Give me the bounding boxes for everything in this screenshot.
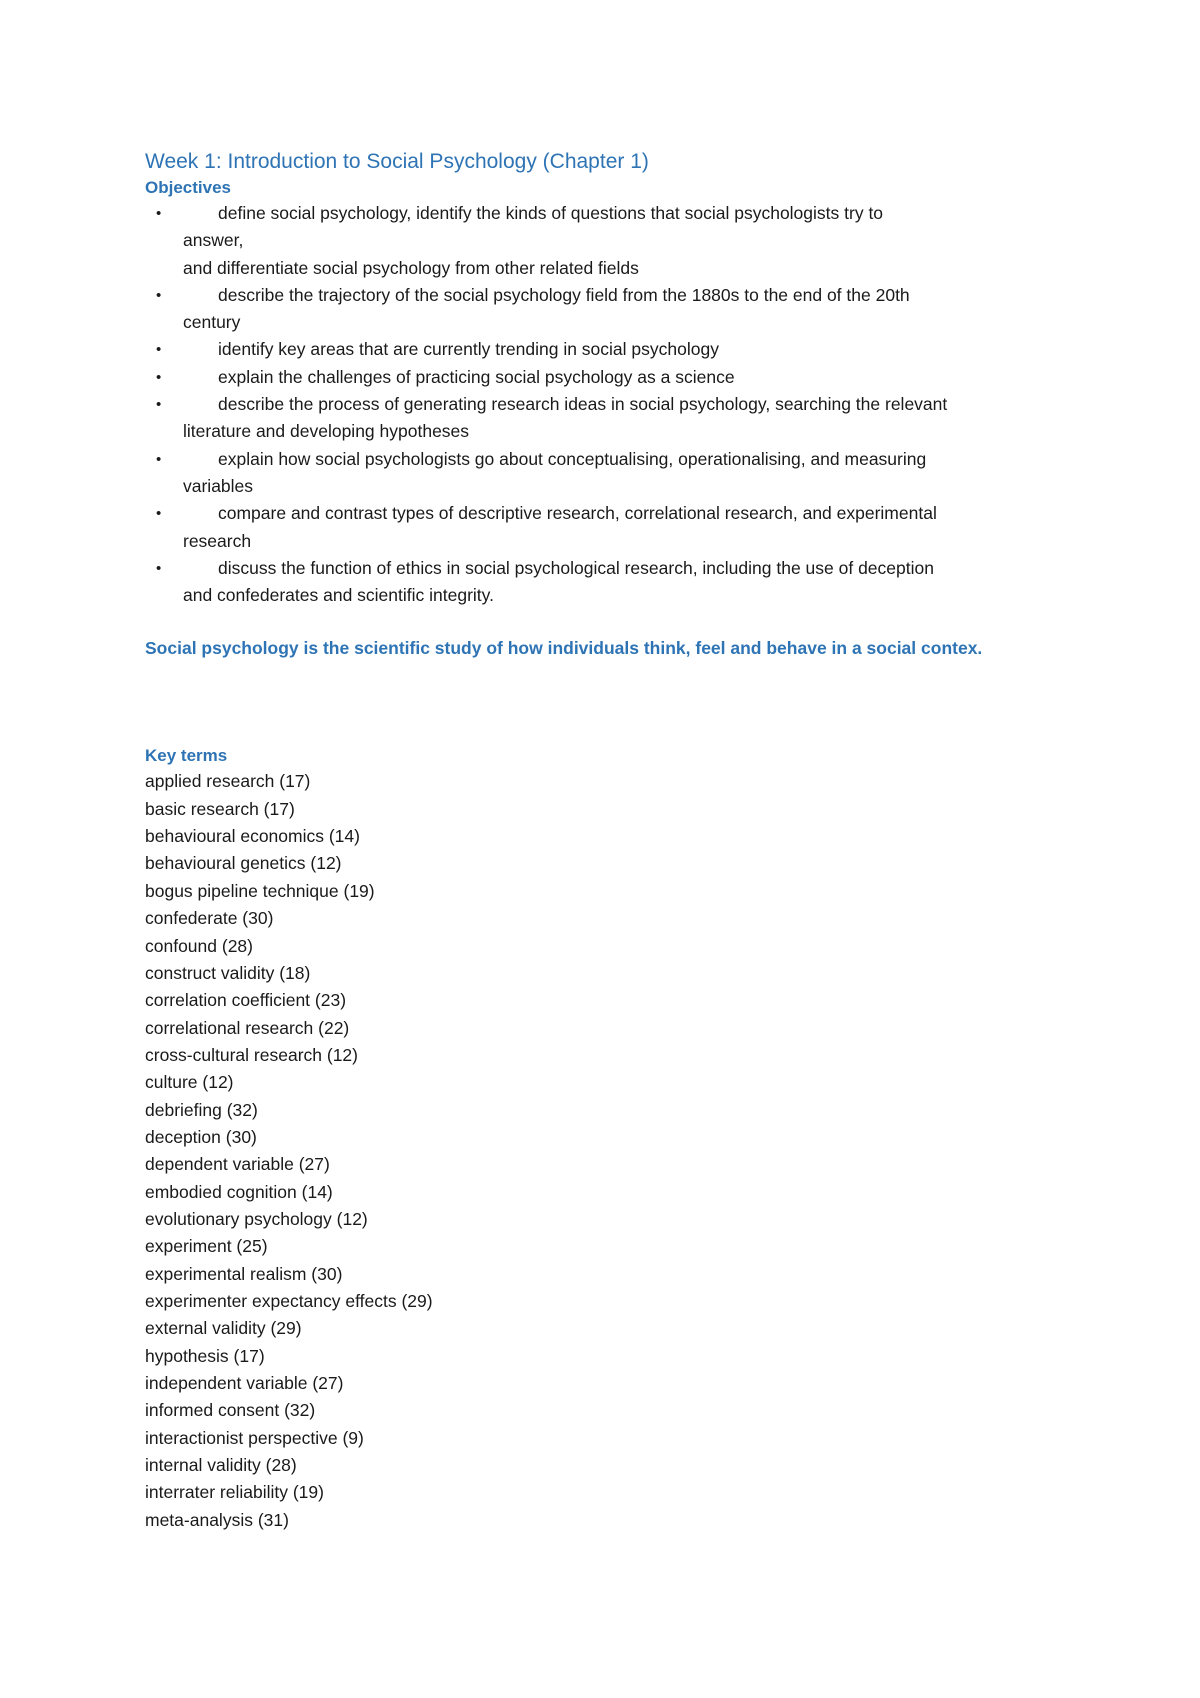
- key-term-item: meta-analysis (31): [145, 1509, 289, 1530]
- objective-item: [145, 500, 1075, 555]
- key-terms-heading: Key terms: [145, 746, 228, 766]
- objective-item: [145, 282, 1075, 337]
- key-term-item: informed consent (32): [145, 1400, 316, 1421]
- objective-item: [145, 364, 1075, 391]
- objective-item: [145, 336, 1075, 363]
- objective-text-line: define social psychology, identify the kinds of questions that social psychologists try to: [218, 203, 884, 223]
- key-term-item: interrater reliability (19): [145, 1482, 324, 1503]
- key-term-item: independent variable (27): [145, 1373, 344, 1394]
- key-term-item: evolutionary psychology (12): [145, 1208, 368, 1229]
- objective-text-line: explain the challenges of practicing social psychology as a science: [218, 366, 735, 387]
- key-term-item: culture (12): [145, 1072, 234, 1093]
- key-term-item: experiment (25): [145, 1236, 268, 1257]
- bullet-icon: •: [156, 341, 162, 359]
- objective-text-line: century: [183, 312, 241, 333]
- key-term-item: debriefing (32): [145, 1099, 258, 1120]
- bullet-icon: •: [156, 559, 162, 577]
- objective-text-line: describe the trajectory of the social psychology field from the 1880s to the end of the 20th: [218, 284, 910, 305]
- key-term-item: hypothesis (17): [145, 1345, 265, 1366]
- key-term-item: experimenter expectancy effects (29): [145, 1290, 433, 1311]
- objective-text-line: and differentiate social psychology from other related fields: [183, 257, 639, 278]
- key-term-item: cross-cultural research (12): [145, 1044, 358, 1065]
- key-term-item: embodied cognition (14): [145, 1181, 333, 1202]
- key-term-item: confederate (30): [145, 908, 274, 929]
- objective-text-line: answer,: [183, 230, 244, 251]
- key-term-item: interactionist perspective (9): [145, 1427, 364, 1448]
- objective-item: [145, 200, 1075, 282]
- key-term-item: internal validity (28): [145, 1455, 297, 1476]
- objective-text-line: identify key areas that are currently trending in social psychology: [218, 339, 719, 360]
- objective-text-line: explain how social psychologists go about conceptualising, operationalising, and measuring: [218, 448, 927, 469]
- objective-text-line: compare and contrast types of descriptive research, correlational research, and experimental: [218, 503, 937, 524]
- bullet-icon: •: [156, 450, 162, 468]
- key-term-item: deception (30): [145, 1126, 257, 1147]
- objective-text-line: and confederates and scientific integrity.: [183, 585, 494, 606]
- document-content: [145, 148, 1075, 1534]
- definition-statement: Social psychology is the scientific study of how individuals think, feel and behave in a social contex.: [145, 638, 983, 659]
- key-term-item: applied research (17): [145, 771, 311, 792]
- key-term-item: confound (28): [145, 935, 253, 956]
- bullet-icon: •: [156, 368, 162, 386]
- objective-text-line: discuss the function of ethics in social psychological research, including the use of deception: [218, 557, 934, 578]
- bullet-icon: •: [156, 396, 162, 414]
- objective-text-line: variables: [183, 475, 254, 496]
- objective-text-line: literature and developing hypotheses: [183, 421, 470, 442]
- key-term-item: bogus pipeline technique (19): [145, 880, 375, 901]
- key-terms-list: [145, 768, 1075, 1534]
- key-term-item: basic research (17): [145, 798, 295, 819]
- objective-item: [145, 446, 1075, 501]
- bullet-icon: •: [156, 205, 162, 222]
- objectives-list: [145, 200, 1075, 609]
- key-term-item: correlational research (22): [145, 1017, 350, 1038]
- key-term-item: external validity (29): [145, 1318, 302, 1339]
- key-term-item: experimental realism (30): [145, 1263, 343, 1284]
- objective-item: [145, 555, 1075, 610]
- objective-item: [145, 391, 1075, 446]
- page-title: Week 1: Introduction to Social Psychology (Chapter 1): [145, 150, 649, 173]
- objective-text-line: research: [183, 530, 252, 551]
- key-term-item: correlation coefficient (23): [145, 990, 347, 1011]
- key-term-item: dependent variable (27): [145, 1154, 330, 1175]
- key-term-item: construct validity (18): [145, 962, 311, 983]
- objective-text-line: describe the process of generating research ideas in social psychology, searching the relevant: [218, 394, 948, 415]
- key-term-item: behavioural genetics (12): [145, 853, 342, 874]
- bullet-icon: •: [156, 286, 162, 304]
- bullet-icon: •: [156, 505, 162, 523]
- objectives-heading: Objectives: [145, 178, 231, 197]
- key-term-item: behavioural economics (14): [145, 826, 360, 847]
